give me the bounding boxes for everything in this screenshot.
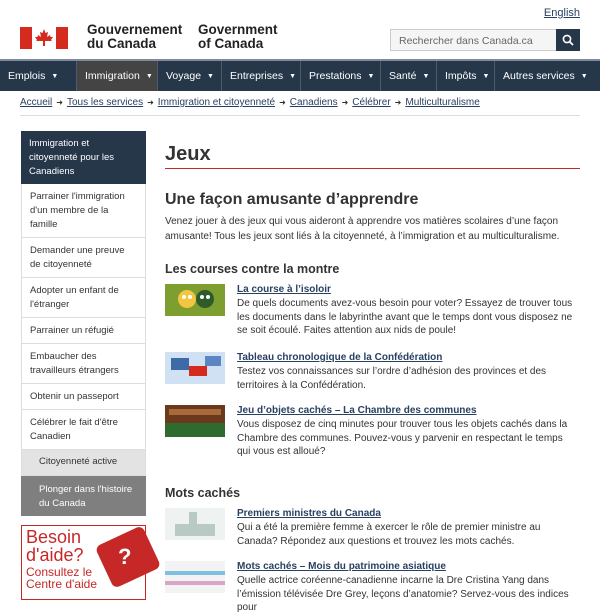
arrow-right-icon: ➜	[279, 98, 286, 107]
nav-label: Santé	[389, 70, 417, 82]
game-link[interactable]: La course à l’isoloir	[237, 284, 331, 295]
game-item	[165, 352, 580, 397]
parliament-building-icon	[165, 508, 225, 540]
section-menu-item[interactable]: Parrainer l'immigration d'un membre de la famille	[21, 184, 146, 238]
page-title: Jeux	[165, 143, 211, 165]
nav-item-impots[interactable]	[437, 61, 495, 91]
breadcrumb	[20, 97, 480, 108]
breadcrumb-link[interactable]: Immigration et citoyenneté	[157, 97, 276, 108]
nav-item-emplois[interactable]	[0, 61, 77, 91]
nav-label: Entreprises	[230, 70, 284, 82]
page-title-rule	[165, 168, 580, 169]
nav-item-prestations[interactable]	[301, 61, 381, 91]
chevron-down-icon: ▼	[207, 72, 214, 80]
chevron-down-icon: ▼	[422, 72, 430, 80]
signature-en-line2: of Canada	[198, 36, 264, 51]
nav-label: Prestations	[309, 70, 362, 82]
nav-item-voyage[interactable]	[158, 61, 222, 91]
search-button[interactable]	[556, 29, 580, 51]
chevron-down-icon: ▼	[367, 72, 375, 80]
section-menu-item[interactable]: Embaucher des travailleurs étrangers	[21, 344, 146, 384]
help-subtext	[26, 566, 97, 590]
search-input[interactable]: Rechercher dans Canada.ca	[390, 29, 557, 51]
game-link[interactable]: Mots cachés – Mois du patrimoine asiatique	[237, 561, 446, 572]
game-thumbnail-prime-ministers[interactable]	[165, 508, 225, 540]
game-description: De quels documents avez-vous besoin pour voter? Essayez de trouver tous les documents dans le labyrinthe avant que le temps dont vous disposez ne se soit écoulé. Faites attention aux nids de poule!	[237, 298, 573, 336]
flag-red-bar-left	[20, 27, 32, 49]
nav-item-sante[interactable]	[381, 61, 437, 91]
game-item	[165, 561, 580, 613]
section-menu-item[interactable]: Obtenir un passeport	[21, 384, 146, 410]
game-thumbnail-confederation[interactable]	[165, 352, 225, 384]
chevron-down-icon: ▼	[289, 72, 297, 80]
breadcrumb-link[interactable]: Tous les services	[66, 97, 144, 108]
breadcrumb-divider	[20, 115, 580, 116]
signature-fr-line2: du Canada	[87, 36, 157, 51]
section-menu-item[interactable]: Demander une preuve de citoyenneté	[21, 238, 146, 278]
nav-item-autres-services[interactable]	[495, 61, 600, 91]
chevron-down-icon: ▼	[580, 72, 588, 80]
breadcrumb-link[interactable]: Accueil	[20, 97, 53, 108]
breadcrumb-link[interactable]: Canadiens	[289, 97, 338, 108]
help-heading	[26, 528, 84, 564]
language-toggle-link[interactable]: English	[543, 7, 580, 19]
game-description: Testez vos connaissances sur l’ordre d’adhésion des provinces et des territoires à la Confédération.	[237, 366, 547, 391]
game-description: Quelle actrice coréenne-canadienne incarne la Dre Cristina Yang dans l’émission télévisée Dre Grey, leçons d’anatomie? Servez-vous des indices pour	[237, 575, 569, 613]
nav-item-entreprises[interactable]	[222, 61, 301, 91]
section-menu-item[interactable]: Adopter un enfant de l'étranger	[21, 278, 146, 318]
kids-illustration-icon	[165, 284, 225, 316]
breadcrumb-link[interactable]: Célébrer	[352, 97, 391, 108]
help-line4: Centre d'aide	[26, 577, 98, 591]
nav-item-immigration[interactable]	[77, 61, 158, 91]
signature-english	[198, 23, 278, 51]
section-submenu-item-selected[interactable]: Plonger dans l'histoire du Canada	[21, 476, 146, 516]
arrow-right-icon: ➜	[394, 98, 402, 107]
page-subtitle: Une façon amusante d’apprendre	[165, 191, 419, 208]
main-navigation	[0, 59, 600, 91]
game-description: Vous disposez de cinq minutes pour trouver tous les objets cachés dans la Chambre des communes. Pouvez-vous y parvenir en respectant le temps qui vous est alloué?	[237, 419, 568, 457]
game-item	[165, 405, 580, 465]
game-item	[165, 508, 580, 553]
game-description: Qui a été la première femme à exercer le rôle de premier ministre au Canada? Répondez aux questions et trouvez les mots cachés.	[237, 522, 541, 547]
nav-label: Impôts	[445, 70, 477, 82]
arrow-right-icon: ➜	[341, 98, 349, 107]
game-link[interactable]: Premiers ministres du Canada	[237, 508, 381, 519]
game-item	[165, 284, 580, 344]
parliament-chamber-icon	[165, 405, 225, 437]
game-thumbnail-commons[interactable]	[165, 405, 225, 437]
help-line2: d'aide?	[26, 545, 84, 565]
game-link[interactable]: Tableau chronologique de la Confédération	[237, 352, 443, 363]
arrow-right-icon: ➜	[56, 98, 63, 107]
game-link[interactable]: Jeu d’objets cachés – La Chambre des communes	[237, 405, 477, 416]
word-grid-icon	[165, 561, 225, 593]
chevron-down-icon: ▼	[51, 72, 59, 80]
signature-en-line1: Government	[198, 22, 278, 37]
canada-flag-logo[interactable]	[20, 27, 68, 49]
search-icon	[562, 34, 574, 46]
signature-fr-line1: Gouvernement	[87, 22, 183, 37]
section-menu-item[interactable]: Célébrer le fait d'être Canadien	[21, 410, 146, 450]
intro-paragraph: Venez jouer à des jeux qui vous aideront à apprendre vos matières scolaires d’une façon amusante! Tous les jeux sont liés à la citoyenneté, à l’immigration et au multiculturalisme.	[165, 216, 560, 242]
section-menu	[21, 131, 146, 516]
chevron-down-icon: ▼	[482, 72, 490, 80]
nav-label: Voyage	[166, 70, 202, 82]
game-thumbnail-voting[interactable]	[165, 284, 225, 316]
help-line1: Besoin	[26, 527, 82, 547]
chevron-down-icon: ▼	[145, 72, 153, 80]
nav-label: Emplois	[8, 70, 46, 82]
section-menu-item[interactable]: Parrainer un réfugié	[21, 318, 146, 344]
arrow-right-icon: ➜	[147, 98, 154, 107]
section-heading-timed: Les courses contre la montre	[165, 262, 340, 276]
maple-leaf-icon	[34, 28, 54, 48]
nav-label: Autres services	[503, 70, 575, 82]
nav-label: Immigration	[85, 70, 140, 82]
signature-french	[87, 23, 182, 51]
breadcrumb-link[interactable]: Multiculturalisme	[405, 97, 480, 108]
flag-red-bar-right	[56, 27, 68, 49]
section-heading-word-search: Mots cachés	[165, 486, 241, 500]
game-thumbnail-asian-heritage[interactable]	[165, 561, 225, 593]
section-submenu-item-active[interactable]: Citoyenneté active	[21, 450, 146, 476]
section-menu-header[interactable]: Immigration et citoyenneté pour les Canadiens	[21, 131, 146, 184]
help-centre-banner[interactable]	[21, 525, 146, 600]
help-line3: Consultez le	[26, 565, 93, 579]
question-mark-icon: ?	[118, 544, 132, 569]
timeline-illustration-icon	[165, 352, 225, 384]
